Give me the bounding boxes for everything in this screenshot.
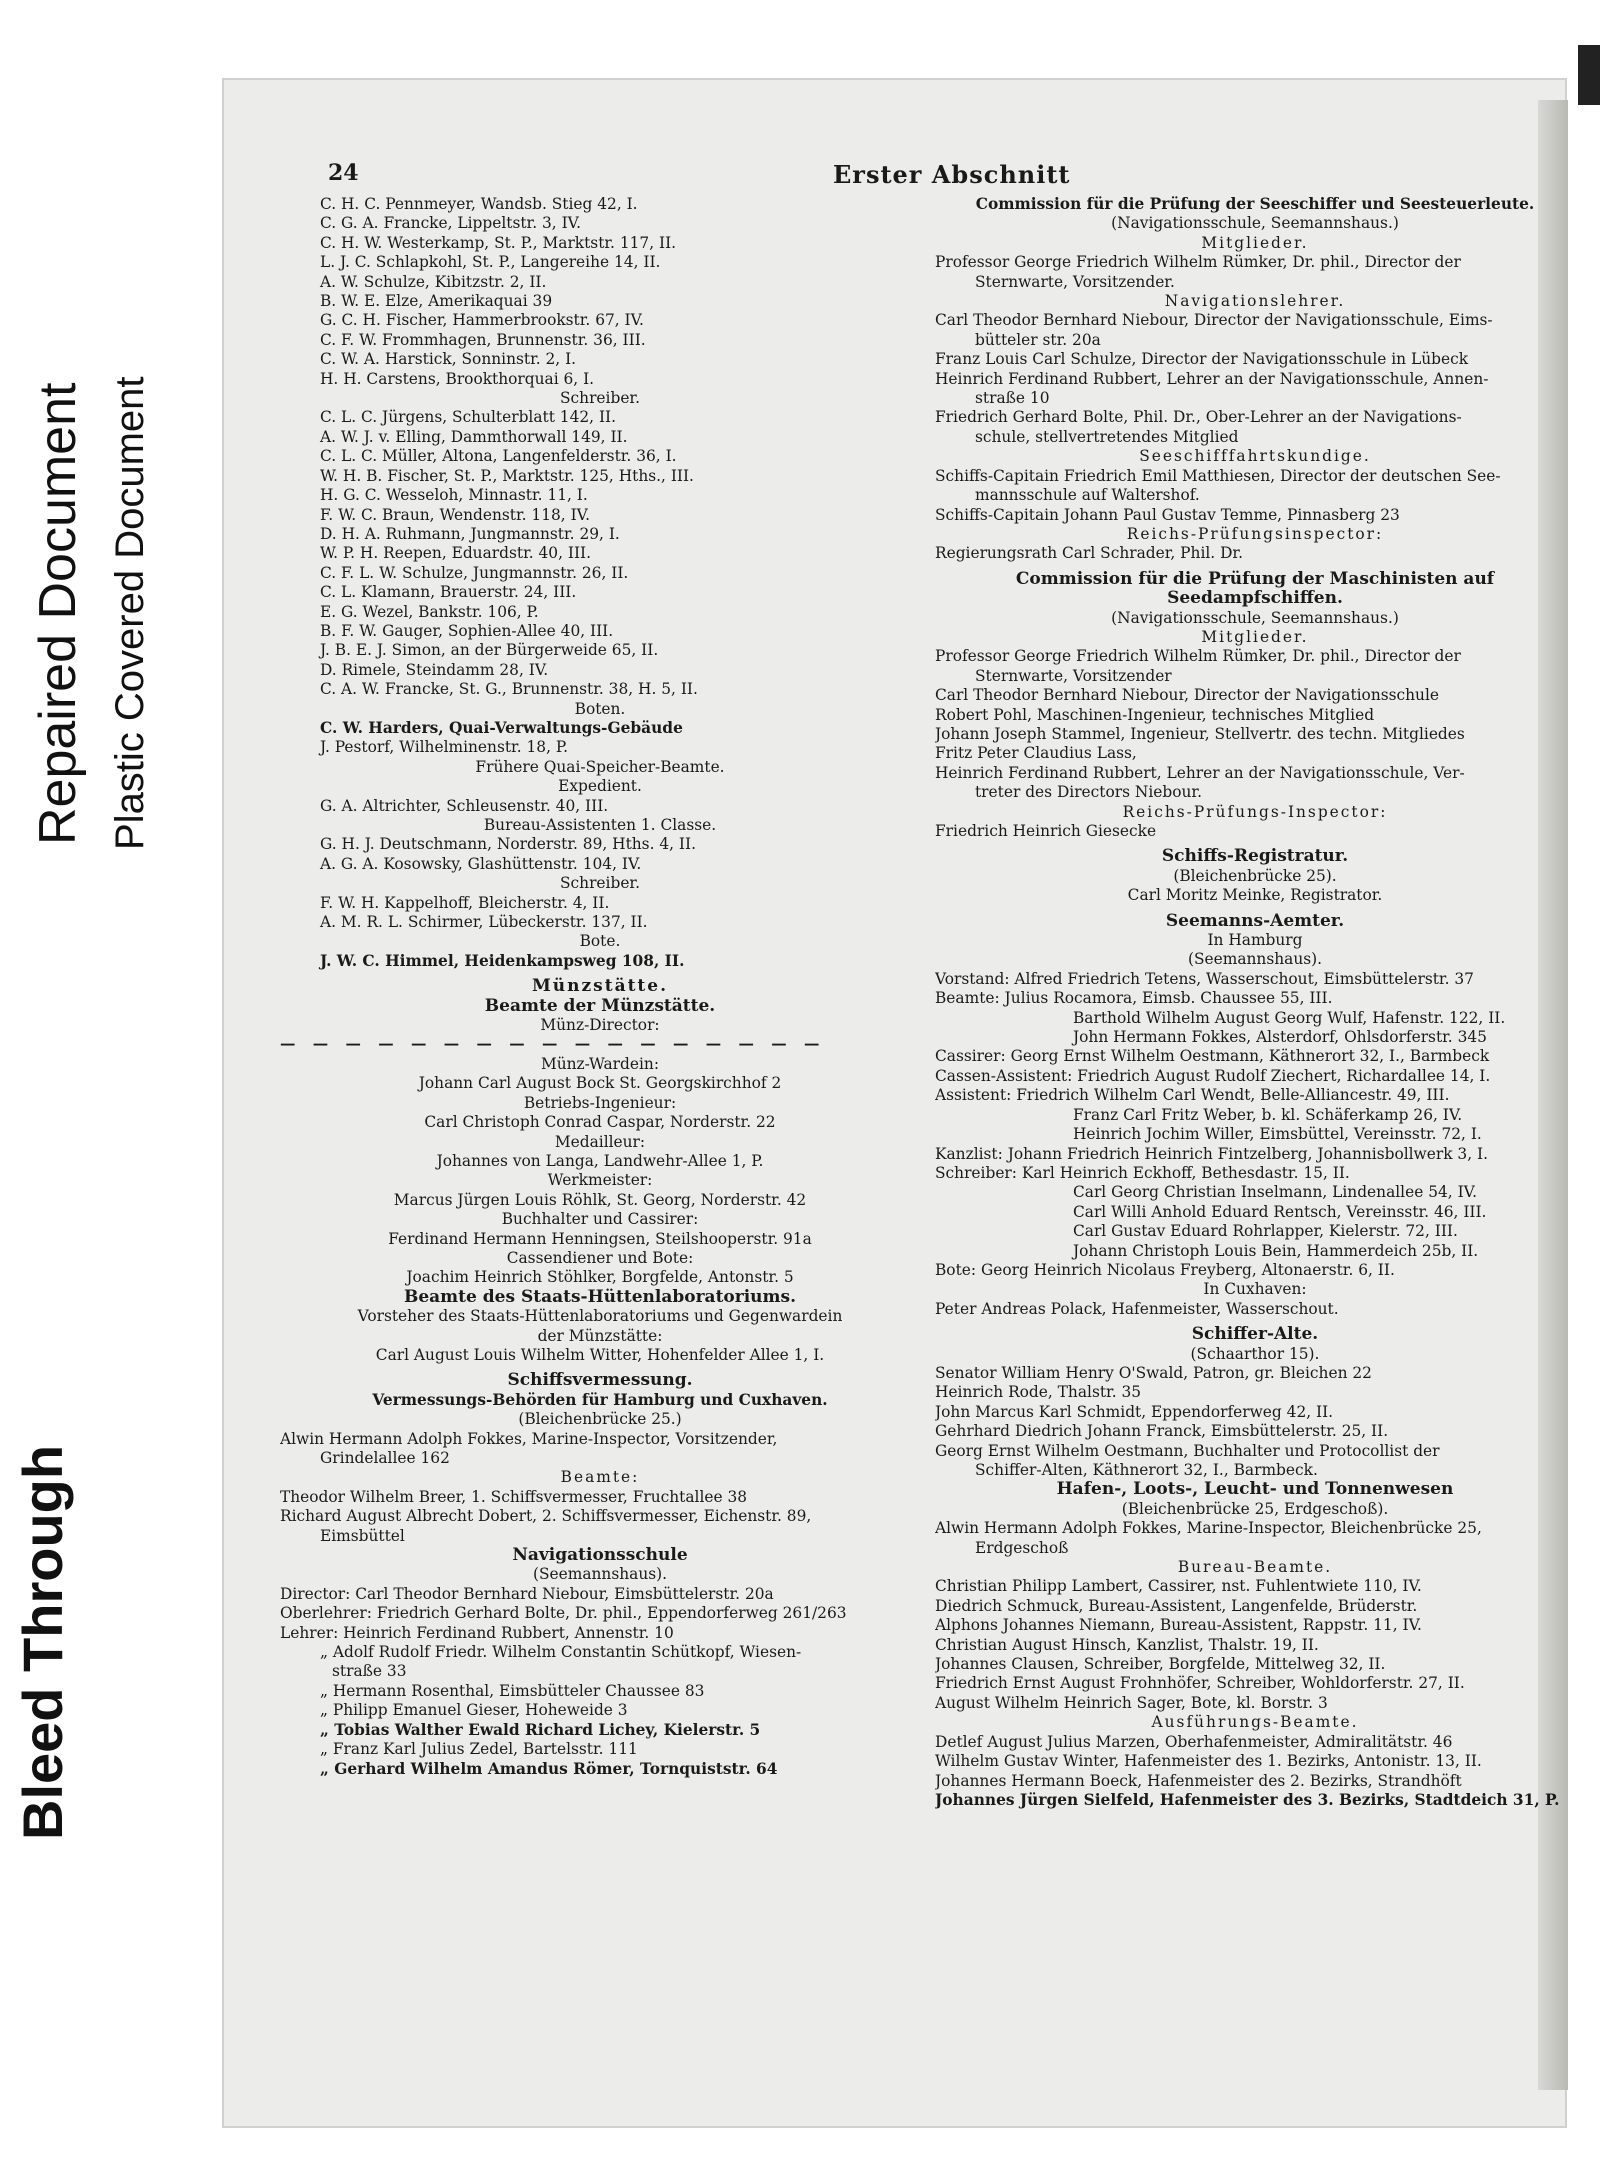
text-line: W. H. B. Fischer, St. P., Marktstr. 125, Hths., III.: [320, 466, 694, 485]
text-line: Peter Andreas Polack, Hafenmeister, Wasserschout.: [935, 1299, 1339, 1318]
text-line: D. Rimele, Steindamm 28, IV.: [320, 660, 549, 679]
text-line: Johann Joseph Stammel, Ingenieur, Stellvertr. des techn. Mitgliedes: [935, 724, 1465, 743]
text-line: Schiffer-Alte.: [1191, 1325, 1319, 1345]
text-line: Vermessungs-Behörden für Hamburg und Cuxhaven.: [372, 1390, 828, 1409]
text-line: (Bleichenbrücke 25).: [1173, 866, 1337, 885]
text-line: Georg Ernst Wilhelm Oestmann, Buchhalter und Protocollist der: [935, 1441, 1440, 1460]
text-line: Ferdinand Hermann Henningsen, Steilshooperstr. 91a: [388, 1229, 812, 1248]
section-title: Erster Abschnitt: [833, 160, 1071, 189]
text-line: Mitglieder.: [1201, 627, 1309, 646]
text-line: Marcus Jürgen Louis Röhlk, St. Georg, Norderstr. 42: [393, 1190, 807, 1209]
text-line: Beamte der Münzstätte.: [484, 996, 716, 1016]
text-line: Christian August Hinsch, Kanzlist, Thalstr. 19, II.: [935, 1635, 1319, 1654]
text-line: „ Hermann Rosenthal, Eimsbütteler Chaussee 83: [320, 1681, 705, 1700]
text-line: Assistent: Friedrich Wilhelm Carl Wendt, Belle-Alliancestr. 49, III.: [935, 1086, 1450, 1105]
text-line: C. A. W. Francke, St. G., Brunnenstr. 38, H. 5, II.: [320, 680, 698, 699]
scan-edge-marker: [1578, 45, 1600, 105]
text-line: Bote: Georg Heinrich Nicolaus Freyberg, Altonaerstr. 6, II.: [935, 1260, 1395, 1279]
text-line: A. M. R. L. Schirmer, Lübeckerstr. 137, II.: [320, 913, 648, 932]
text-line: Heinrich Ferdinand Rubbert, Lehrer an der Navigationsschule, Ver-: [935, 763, 1465, 782]
text-line: F. W. H. Kappelhoff, Bleicherstr. 4, II.: [320, 893, 610, 912]
text-line: J. B. E. J. Simon, an der Bürgerweide 65, II.: [320, 641, 659, 660]
text-line: (Bleichenbrücke 25.): [518, 1410, 682, 1429]
text-line: Barthold Wilhelm August Georg Wulf, Hafenstr. 122, II.: [1073, 1008, 1506, 1027]
text-line: Johannes Jürgen Sielfeld, Hafenmeister des 3. Bezirks, Stadtdeich 31, P.: [935, 1790, 1560, 1809]
text-line: Seeschifffahrtskundige.: [1139, 447, 1371, 466]
text-line: Grindelallee 162: [320, 1449, 450, 1467]
text-line: G. A. Altrichter, Schleusenstr. 40, III.: [320, 796, 609, 815]
text-line: Beamte:: [560, 1468, 640, 1487]
text-line: A. W. J. v. Elling, Dammthorwall 149, II.: [320, 427, 628, 446]
text-line: Carl Gustav Eduard Rohrlapper, Kielerstr. 72, III.: [1073, 1222, 1458, 1241]
text-line: Professor George Friedrich Wilhelm Rümker, Dr. phil., Director der: [935, 253, 1461, 272]
text-line: Ausführungs-Beamte.: [1151, 1713, 1359, 1732]
text-line: C. G. A. Francke, Lippeltstr. 3, IV.: [320, 214, 581, 233]
text-line: Commission für die Prüfung der Maschinisten auf: [1015, 569, 1495, 589]
text-line: Erdgeschoß: [975, 1538, 1069, 1557]
text-line: Carl August Louis Wilhelm Witter, Hohenfelder Allee 1, I.: [375, 1345, 825, 1364]
text-line: Friedrich Ernst August Frohnhöfer, Schreiber, Wohldorferstr. 27, II.: [935, 1674, 1465, 1693]
text-line: Expedient.: [558, 777, 642, 796]
text-line: John Hermann Fokkes, Alsterdorf, Ohlsdorferstr. 345: [1073, 1028, 1487, 1047]
text-line: H. G. C. Wesseloh, Minnastr. 11, I.: [320, 486, 588, 505]
text-line: Oberlehrer: Friedrich Gerhard Bolte, Dr. phil., Eppendorferweg 261/263: [280, 1604, 847, 1623]
text-line: Franz Carl Fritz Weber, b. kl. Schäferkamp 26, IV.: [1073, 1105, 1463, 1124]
text-line: Detlef August Julius Marzen, Oberhafenmeister, Admiralitätstr. 46: [935, 1732, 1453, 1751]
text-line: Carl Theodor Bernhard Niebour, Director der Navigationsschule: [935, 686, 1439, 705]
text-line: Carl Christoph Conrad Caspar, Norderstr. 22: [424, 1113, 776, 1132]
text-line: Buchhalter und Cassirer:: [501, 1210, 699, 1229]
text-line: Heinrich Rode, Thalstr. 35: [935, 1383, 1142, 1402]
text-line: Bote.: [579, 932, 621, 951]
text-line: Friedrich Gerhard Bolte, Phil. Dr., Ober-Lehrer an der Navigations-: [935, 408, 1462, 427]
text-line: D. H. A. Ruhmann, Jungmannstr. 29, I.: [320, 524, 620, 543]
text-line: Schreiber: Karl Heinrich Eckhoff, Bethesdastr. 15, II.: [935, 1163, 1350, 1182]
text-line: Lehrer: Heinrich Ferdinand Rubbert, Annenstr. 10: [280, 1623, 674, 1642]
text-line: B. W. E. Elze, Amerikaquai 39: [320, 292, 553, 311]
text-line: E. G. Wezel, Bankstr. 106, P.: [320, 602, 539, 621]
text-line: der Münzstätte:: [537, 1326, 663, 1345]
text-line: Johannes von Langa, Landwehr-Allee 1, P.: [436, 1151, 764, 1170]
text-line: „ Philipp Emanuel Gieser, Hoheweide 3: [320, 1701, 628, 1720]
text-line: Bureau-Beamte.: [1177, 1558, 1333, 1577]
text-line: straße 10: [975, 389, 1050, 408]
text-line: Robert Pohl, Maschinen-Ingenieur, technisches Mitglied: [935, 705, 1375, 724]
text-line: F. W. C. Braun, Wendenstr. 118, IV.: [320, 505, 590, 524]
text-line: Schiffsvermessung.: [507, 1371, 693, 1391]
text-line: Reichs-Prüfungs-Inspector:: [1122, 802, 1388, 821]
text-line: Eimsbüttel: [320, 1526, 405, 1545]
text-line: Senator William Henry O'Swald, Patron, gr. Bleichen 22: [935, 1363, 1372, 1382]
text-line: B. F. W. Gauger, Sophien-Allee 40, III.: [320, 621, 614, 640]
text-line: Sternwarte, Vorsitzender.: [975, 272, 1175, 291]
text-line: Johannes Clausen, Schreiber, Borgfelde, Mittelweg 32, II.: [935, 1655, 1386, 1674]
text-line: Navigationslehrer.: [1164, 292, 1346, 311]
text-line: Director: Carl Theodor Bernhard Niebour, Eimsbüttelerstr. 20a: [280, 1584, 774, 1603]
text-line: Frühere Quai-Speicher-Beamte.: [475, 757, 725, 776]
text-line: C. W. Harders, Quai-Verwaltungs-Gebäude: [320, 718, 683, 737]
text-line: Vorsteher des Staats-Hüttenlaboratoriums und Gegenwardein: [357, 1307, 843, 1326]
text-line: Fritz Peter Claudius Lass,: [935, 744, 1137, 763]
text-line: straße 33: [332, 1662, 407, 1681]
text-line: Carl Moritz Meinke, Registrator.: [1127, 886, 1383, 905]
text-line: Wilhelm Gustav Winter, Hafenmeister des 1. Bezirks, Antonistr. 13, II.: [935, 1752, 1482, 1771]
text-line: mannsschule auf Waltershof.: [975, 486, 1200, 505]
text-line: Münzstätte.: [531, 977, 669, 997]
text-line: In Hamburg: [1207, 931, 1303, 950]
text-line: Christian Philipp Lambert, Cassirer, nst. Fuhlentwiete 110, IV.: [935, 1577, 1422, 1596]
text-line: Schiffer-Alten, Käthnerort 32, I., Barmbeck.: [975, 1461, 1318, 1479]
text-line: Alwin Hermann Adolph Fokkes, Marine-Inspector, Bleichenbrücke 25,: [935, 1519, 1482, 1538]
page-number: 24: [328, 160, 359, 186]
text-line: Schiffs-Registratur.: [1161, 847, 1349, 867]
text-line: Johannes Hermann Boeck, Hafenmeister des 2. Bezirks, Strandhöft: [935, 1771, 1462, 1790]
text-line: schule, stellvertretendes Mitglied: [975, 427, 1239, 446]
text-line: Boten.: [574, 699, 626, 718]
text-line: In Cuxhaven:: [1203, 1280, 1307, 1299]
text-line: A. W. Schulze, Kibitzstr. 2, II.: [320, 272, 547, 291]
text-line: Diedrich Schmuck, Bureau-Assistent, Langenfelde, Brüderstr.: [935, 1596, 1418, 1615]
text-line: Carl Willi Anhold Eduard Rentsch, Vereinsstr. 46, III.: [1073, 1202, 1487, 1221]
text-line: Betriebs-Ingenieur:: [523, 1093, 677, 1112]
text-line: C. L. C. Jürgens, Schulterblatt 142, II.: [320, 408, 617, 427]
page-header: [328, 160, 1568, 192]
text-line: Medailleur:: [554, 1132, 646, 1151]
text-line: Schreiber.: [560, 874, 640, 893]
text-line: Cassendiener und Bote:: [506, 1248, 694, 1267]
text-line: „ Gerhard Wilhelm Amandus Römer, Tornquiststr. 64: [320, 1759, 778, 1778]
text-line: Bureau-Assistenten 1. Classe.: [483, 816, 717, 834]
text-line: Heinrich Jochim Willer, Eimsbüttel, Vereinsstr. 72, I.: [1073, 1125, 1482, 1144]
text-line: L. J. C. Schlapkohl, St. P., Langereihe 14, II.: [320, 253, 661, 272]
text-line: Carl Theodor Bernhard Niebour, Director der Navigationsschule, Eims-: [935, 311, 1493, 330]
text-line: (Navigationsschule, Seemannshaus.): [1111, 214, 1399, 233]
text-line: (Seemannshaus).: [532, 1565, 668, 1584]
text-line: Theodor Wilhelm Breer, 1. Schiffsvermesser, Fruchtallee 38: [280, 1487, 748, 1506]
text-line: „ Tobias Walther Ewald Richard Lichey, Kielerstr. 5: [320, 1720, 761, 1739]
text-line: Heinrich Ferdinand Rubbert, Lehrer an der Navigationsschule, Annen-: [935, 369, 1489, 388]
text-line: G. H. J. Deutschmann, Norderstr. 89, Hths. 4, II.: [320, 835, 696, 854]
text-line: Johann Carl August Bock St. Georgskirchhof 2: [418, 1074, 782, 1093]
plastic-covered-label: Plastic Covered Document: [108, 376, 152, 850]
text-line: Hafen-, Loots-, Leucht- und Tonnenwesen: [1056, 1480, 1454, 1500]
text-line: — — — — — — — — — — — — — — — — —: [280, 1035, 826, 1054]
text-line: Johann Christoph Louis Bein, Hammerdeich 25b, II.: [1073, 1241, 1479, 1260]
text-line: Friedrich Heinrich Giesecke: [935, 822, 1157, 840]
text-line: C. F. L. W. Schulze, Jungmannstr. 26, II.: [320, 563, 629, 582]
text-line: „ Franz Karl Julius Zedel, Bartelsstr. 111: [320, 1740, 638, 1759]
text-line: C. F. W. Frommhagen, Brunnenstr. 36, III.: [320, 330, 646, 349]
text-line: (Bleichenbrücke 25, Erdgeschoß).: [1121, 1499, 1389, 1518]
text-line: Commission für die Prüfung der Seeschiffer und Seesteuerleute.: [975, 195, 1535, 213]
text-line: Sternwarte, Vorsitzender: [975, 666, 1172, 685]
text-line: Joachim Heinrich Stöhlker, Borgfelde, Antonstr. 5: [406, 1268, 794, 1287]
text-line: (Seemannshaus).: [1187, 950, 1323, 969]
text-line: H. H. Carstens, Brookthorquai 6, I.: [320, 369, 595, 388]
text-line: G. C. H. Fischer, Hammerbrookstr. 67, IV.: [320, 311, 644, 330]
text-line: Beamte des Staats-Hüttenlaboratoriums.: [403, 1287, 797, 1307]
text-line: bütteler str. 20a: [975, 330, 1101, 349]
left-column: [280, 195, 920, 1779]
text-line: C. L. Klamann, Brauerstr. 24, III.: [320, 583, 577, 602]
text-line: Werkmeister:: [547, 1171, 653, 1190]
text-line: C. L. C. Müller, Altona, Langenfelderstr. 36, I.: [320, 447, 677, 466]
text-line: J. Pestorf, Wilhelminenstr. 18, P.: [320, 738, 568, 757]
text-line: C. H. W. Westerkamp, St. P., Marktstr. 117, II.: [320, 233, 677, 252]
text-line: Alwin Hermann Adolph Fokkes, Marine-Inspector, Vorsitzender,: [280, 1429, 778, 1448]
text-line: (Schaarthor 15).: [1190, 1344, 1320, 1363]
text-line: Regierungsrath Carl Schrader, Phil. Dr.: [935, 544, 1243, 563]
text-line: J. W. C. Himmel, Heidenkampsweg 108, II.: [320, 951, 685, 970]
text-line: Beamte: Julius Rocamora, Eimsb. Chaussee 55, III.: [935, 989, 1333, 1008]
text-line: Navigationsschule: [512, 1546, 688, 1566]
text-line: Seemanns-Aemter.: [1165, 911, 1345, 931]
text-line: C. H. C. Pennmeyer, Wandsb. Stieg 42, I.: [320, 195, 638, 213]
text-line: Vorstand: Alfred Friedrich Tetens, Wasserschout, Eimsbüttelerstr. 37: [935, 969, 1474, 988]
text-line: treter des Directors Niebour.: [975, 783, 1202, 802]
text-line: Carl Georg Christian Inselmann, Lindenallee 54, IV.: [1073, 1183, 1477, 1202]
text-line: A. G. A. Kosowsky, Glashüttenstr. 104, IV.: [320, 854, 642, 873]
text-line: August Wilhelm Heinrich Sager, Bote, kl. Borstr. 3: [935, 1693, 1328, 1712]
text-line: Mitglieder.: [1201, 233, 1309, 252]
text-line: Münz-Wardein:: [540, 1054, 660, 1073]
text-line: Schreiber.: [560, 389, 640, 408]
bleed-through-label: Bleed Through: [11, 1444, 74, 1840]
text-line: Cassirer: Georg Ernst Wilhelm Oestmann, Käthnerort 32, I., Barmbeck: [935, 1047, 1490, 1066]
text-line: Schiffs-Capitain Johann Paul Gustav Temme, Pinnasberg 23: [935, 505, 1400, 524]
text-line: Kanzlist: Johann Friedrich Heinrich Fintzelberg, Johannisbollwerk 3, I.: [935, 1144, 1488, 1163]
right-column: [935, 195, 1575, 1810]
text-line: C. W. A. Harstick, Sonninstr. 2, I.: [320, 350, 577, 369]
text-line: Franz Louis Carl Schulze, Director der Navigationsschule in Lübeck: [935, 350, 1469, 369]
text-line: Seedampfschiffen.: [1167, 589, 1343, 609]
text-line: Professor George Friedrich Wilhelm Rümker, Dr. phil., Director der: [935, 647, 1461, 666]
text-line: „ Adolf Rudolf Friedr. Wilhelm Constantin Schütkopf, Wiesen-: [320, 1643, 802, 1662]
text-line: Richard August Albrecht Dobert, 2. Schiffsvermesser, Eichenstr. 89,: [280, 1507, 812, 1526]
text-line: Alphons Johannes Niemann, Bureau-Assistent, Rappstr. 11, IV.: [935, 1616, 1422, 1635]
repaired-document-label: Repaired Document: [29, 382, 87, 845]
text-line: (Navigationsschule, Seemannshaus.): [1111, 608, 1399, 627]
text-line: Reichs-Prüfungsinspector:: [1126, 524, 1384, 543]
text-line: W. P. H. Reepen, Eduardstr. 40, III.: [320, 544, 592, 563]
text-line: Cassen-Assistent: Friedrich August Rudolf Ziechert, Richardallee 14, I.: [935, 1066, 1491, 1085]
text-line: Münz-Director:: [540, 1016, 660, 1035]
text-line: John Marcus Karl Schmidt, Eppendorferweg 42, II.: [935, 1402, 1334, 1421]
text-line: Gehrhard Diedrich Johann Franck, Eimsbüttelerstr. 25, II.: [935, 1422, 1389, 1441]
side-labels: [0, 300, 190, 1950]
text-line: Schiffs-Capitain Friedrich Emil Matthiesen, Director der deutschen See-: [935, 466, 1501, 485]
